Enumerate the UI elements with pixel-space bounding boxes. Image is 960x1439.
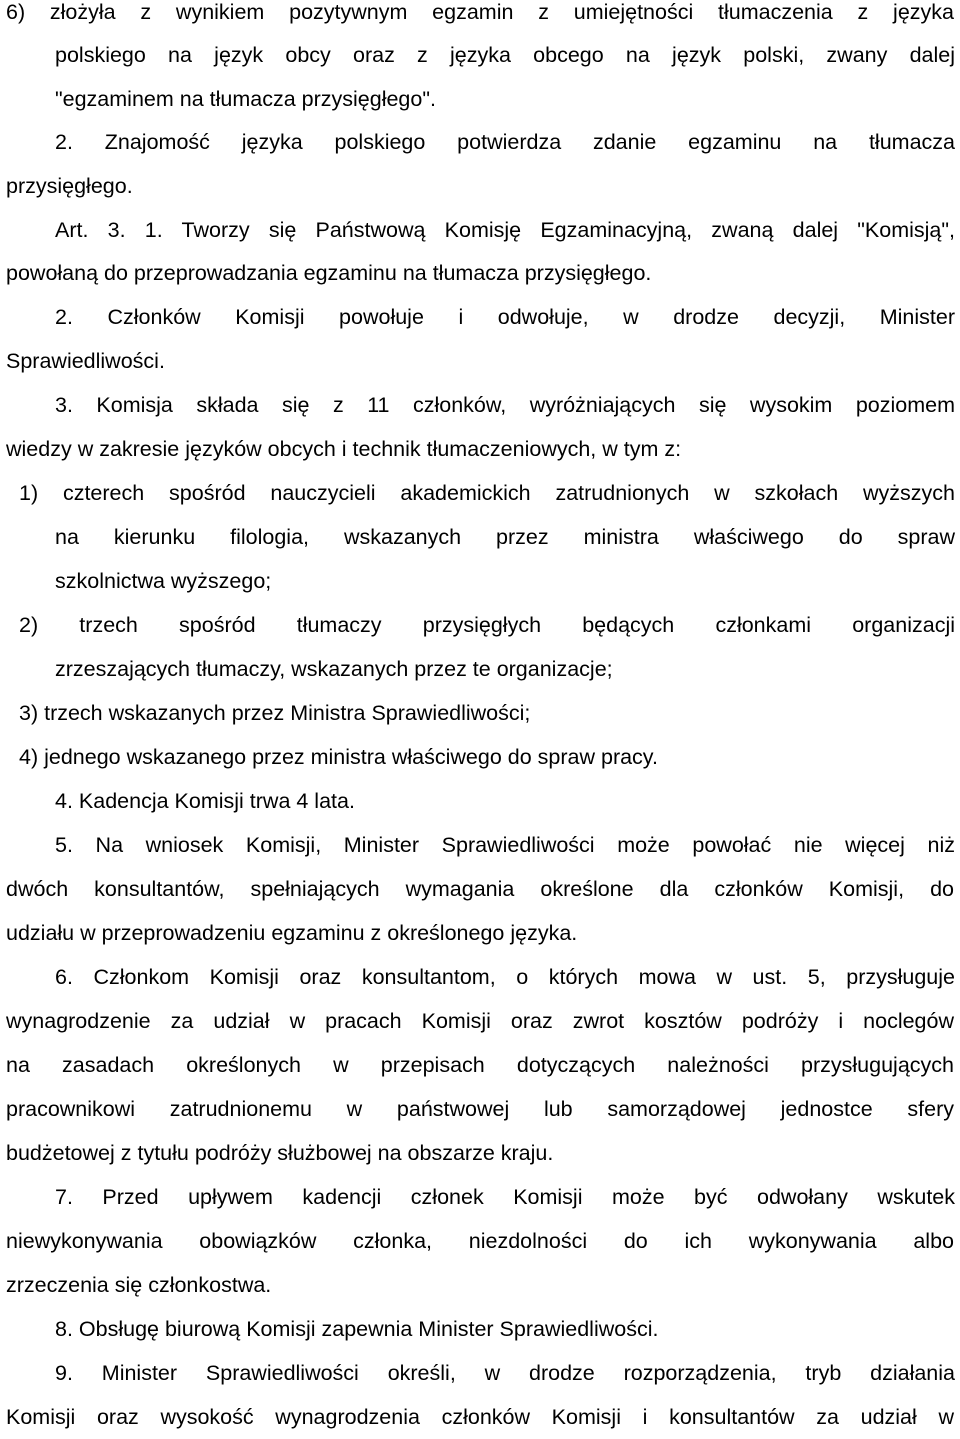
text-line: na kierunku filologia, wskazanych przez ministra właściwego do spraw bbox=[55, 525, 955, 549]
text-line: 7. Przed upływem kadencji członek Komisji może być odwołany wskutek bbox=[55, 1185, 955, 1209]
text-line: 6) złożyła z wynikiem pozytywnym egzamin z umiejętności tłumaczenia z języka bbox=[6, 0, 954, 24]
text-line: Komisji oraz wysokość wynagrodzenia członków Komisji i konsultantów za udział w bbox=[6, 1405, 954, 1429]
text-line: polskiego na język obcy oraz z języka obcego na język polski, zwany dalej bbox=[55, 43, 955, 67]
text-line: 6. Członkom Komisji oraz konsultantom, o których mowa w ust. 5, przysługuje bbox=[55, 965, 955, 989]
text-line: powołaną do przeprowadzania egzaminu na tłumacza przysięgłego. bbox=[6, 261, 652, 285]
text-line: szkolnictwa wyższego; bbox=[55, 569, 272, 593]
text-line: 9. Minister Sprawiedliwości określi, w drodze rozporządzenia, tryb działania bbox=[55, 1361, 955, 1385]
text-line: na zasadach określonych w przepisach dotyczących należności przysługujących bbox=[6, 1053, 954, 1077]
text-line: wynagrodzenie za udział w pracach Komisji oraz zwrot kosztów podróży i noclegów bbox=[6, 1009, 954, 1033]
text-line: niewykonywania obowiązków członka, niezdolności do ich wykonywania albo bbox=[6, 1229, 954, 1253]
text-line: wiedzy w zakresie języków obcych i technik tłumaczeniowych, w tym z: bbox=[6, 437, 682, 461]
text-line: 4. Kadencja Komisji trwa 4 lata. bbox=[55, 789, 355, 813]
text-line: 4) jednego wskazanego przez ministra właściwego do spraw pracy. bbox=[19, 745, 658, 769]
text-line: przysięgłego. bbox=[6, 174, 133, 198]
text-line: zrzeczenia się członkostwa. bbox=[6, 1273, 272, 1297]
text-line: 3. Komisja składa się z 11 członków, wyróżniających się wysokim poziomem bbox=[55, 393, 955, 417]
text-line: 1) czterech spośród nauczycieli akademickich zatrudnionych w szkołach wyższych bbox=[19, 481, 955, 505]
text-line: udziału w przeprowadzeniu egzaminu z określonego języka. bbox=[6, 921, 578, 945]
text-line: budżetowej z tytułu podróży służbowej na obszarze kraju. bbox=[6, 1141, 554, 1165]
text-line: 2. Znajomość języka polskiego potwierdza zdanie egzaminu na tłumacza bbox=[55, 130, 955, 154]
text-line: Sprawiedliwości. bbox=[6, 349, 165, 373]
text-line: dwóch konsultantów, spełniających wymagania określone dla członków Komisji, do bbox=[6, 877, 954, 901]
text-line: zrzeszających tłumaczy, wskazanych przez te organizacje; bbox=[55, 657, 613, 681]
text-line: Art. 3. 1. Tworzy się Państwową Komisję Egzaminacyjną, zwaną dalej "Komisją", bbox=[55, 218, 955, 242]
text-line: 2. Członków Komisji powołuje i odwołuje, w drodze decyzji, Minister bbox=[55, 305, 955, 329]
text-line: 5. Na wniosek Komisji, Minister Sprawiedliwości może powołać nie więcej niż bbox=[55, 833, 955, 857]
text-line: 2) trzech spośród tłumaczy przysięgłych będących członkami organizacji bbox=[19, 613, 955, 637]
text-line: "egzaminem na tłumacza przysięgłego". bbox=[55, 87, 436, 111]
text-line: 3) trzech wskazanych przez Ministra Sprawiedliwości; bbox=[19, 701, 531, 725]
text-line: pracownikowi zatrudnionemu w państwowej lub samorządowej jednostce sfery bbox=[6, 1097, 954, 1121]
text-line: 8. Obsługę biurową Komisji zapewnia Minister Sprawiedliwości. bbox=[55, 1317, 659, 1341]
